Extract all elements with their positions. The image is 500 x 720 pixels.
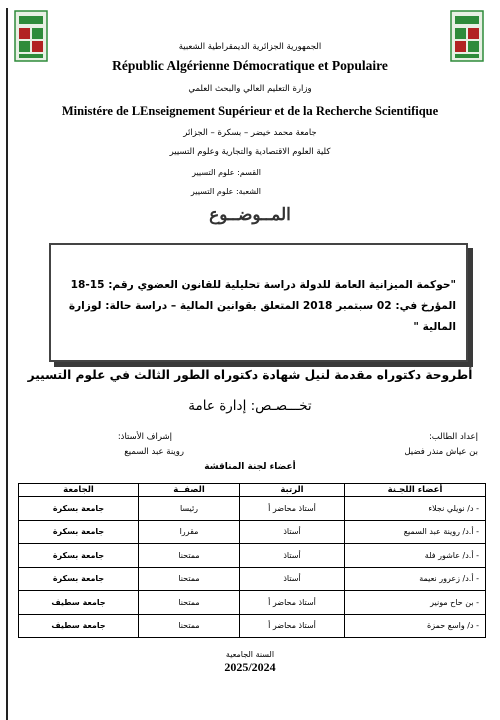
- member-name: - د/ نويلي نجلاء: [345, 497, 486, 521]
- republic-french: Républic Algérienne Démocratique et Populaire: [112, 58, 388, 73]
- ministry-arabic: وزارة التعليم العالي والبحث العلمي: [188, 84, 312, 94]
- student-name: بن عياش منذر فضيل: [404, 447, 478, 457]
- ministry-french: Ministére de LEnseignement Supérieur et de la Recherche Scientifique: [61, 104, 439, 118]
- member-role: مقررا: [139, 520, 240, 544]
- student-label: إعداد الطالب:: [428, 432, 478, 442]
- member-role: ممتحنا: [139, 544, 240, 568]
- member-rank: أستاذ محاضر أ: [240, 591, 345, 615]
- member-rank: أستاذ: [240, 520, 345, 544]
- member-university: جامعة بسكرة: [19, 520, 139, 544]
- university-name: جامعة محمد خيضر – بسكرة – الجزائر: [183, 128, 317, 138]
- member-name: - أ.د/ روينة عبد السميع: [345, 520, 486, 544]
- member-role: ممتحنا: [139, 567, 240, 591]
- header-university: الجامعة: [19, 484, 139, 497]
- member-university: جامعة بسكرة: [19, 497, 139, 521]
- member-rank: أستاذ محاضر أ: [240, 614, 345, 638]
- table-row: [19, 614, 486, 638]
- member-rank: أستاذ محاضر أ: [240, 497, 345, 521]
- member-role: رئيسا: [139, 497, 240, 521]
- department: القسم: علوم التسيير: [192, 168, 261, 177]
- table-row: [19, 520, 486, 544]
- member-university: جامعة بسكرة: [19, 567, 139, 591]
- faculty-name: كلية العلوم الاقتصادية والتجارية وعلوم التسيير: [169, 147, 331, 157]
- member-university: جامعة سطيف: [19, 614, 139, 638]
- member-name: - بن حاح مونير: [345, 591, 486, 615]
- topic-box: [49, 243, 468, 362]
- member-university: جامعة سطيف: [19, 591, 139, 615]
- academic-year-label: السنة الجامعية: [225, 650, 275, 659]
- branch: الشعبة: علوم التسيير: [190, 187, 261, 196]
- member-role: ممتحنا: [139, 614, 240, 638]
- specialty: تخـــصـص: إدارة عامة: [188, 398, 312, 414]
- member-name: - أ.د/ عاشور فلة: [345, 544, 486, 568]
- topic-text: "حوكمة الميزانية العامة للدولة دراسة تحليلية للقانون العضوي رقم: 15-18 المؤرخ في: 02 سبتمبر 2018 المتعلق بقوانين المالية – دراسة حالة: لوزارة المالية ": [68, 279, 456, 333]
- supervisor-name: روينة عبد السميع: [124, 447, 184, 457]
- supervisor-label: إشراف الأستاذ:: [117, 432, 172, 442]
- member-rank: أستاذ: [240, 544, 345, 568]
- table-row: [19, 497, 486, 521]
- university-logo-left: [14, 10, 48, 62]
- jury-title: أعضاء لجنة المناقشة: [204, 462, 296, 472]
- table-row: [19, 544, 486, 568]
- jury-table: [18, 483, 486, 638]
- republic-arabic: الجمهورية الجزائرية الديمقراطية الشعبية: [178, 42, 322, 52]
- table-row: [19, 567, 486, 591]
- header-role: الصفــة: [139, 484, 240, 497]
- member-university: جامعة بسكرة: [19, 544, 139, 568]
- table-row: [19, 591, 486, 615]
- university-logo-right: [450, 10, 484, 62]
- thesis-description: أطروحة دكتوراه مقدمة لنيل شهادة دكتوراه الطور الثالث في علوم التسيير: [27, 368, 473, 382]
- member-name: - أ.د/ زعرور نعيمة: [345, 567, 486, 591]
- topic-heading: المــوضــوع: [209, 205, 291, 225]
- jury-header-row: [19, 484, 486, 497]
- member-role: ممتحنا: [139, 591, 240, 615]
- academic-year: 2025/2024: [224, 660, 276, 674]
- member-rank: أستاذ: [240, 567, 345, 591]
- header-members: أعضاء اللجـنة: [345, 484, 486, 497]
- header-rank: الرتبة: [240, 484, 345, 497]
- member-name: - د/ واسع حمزة: [345, 614, 486, 638]
